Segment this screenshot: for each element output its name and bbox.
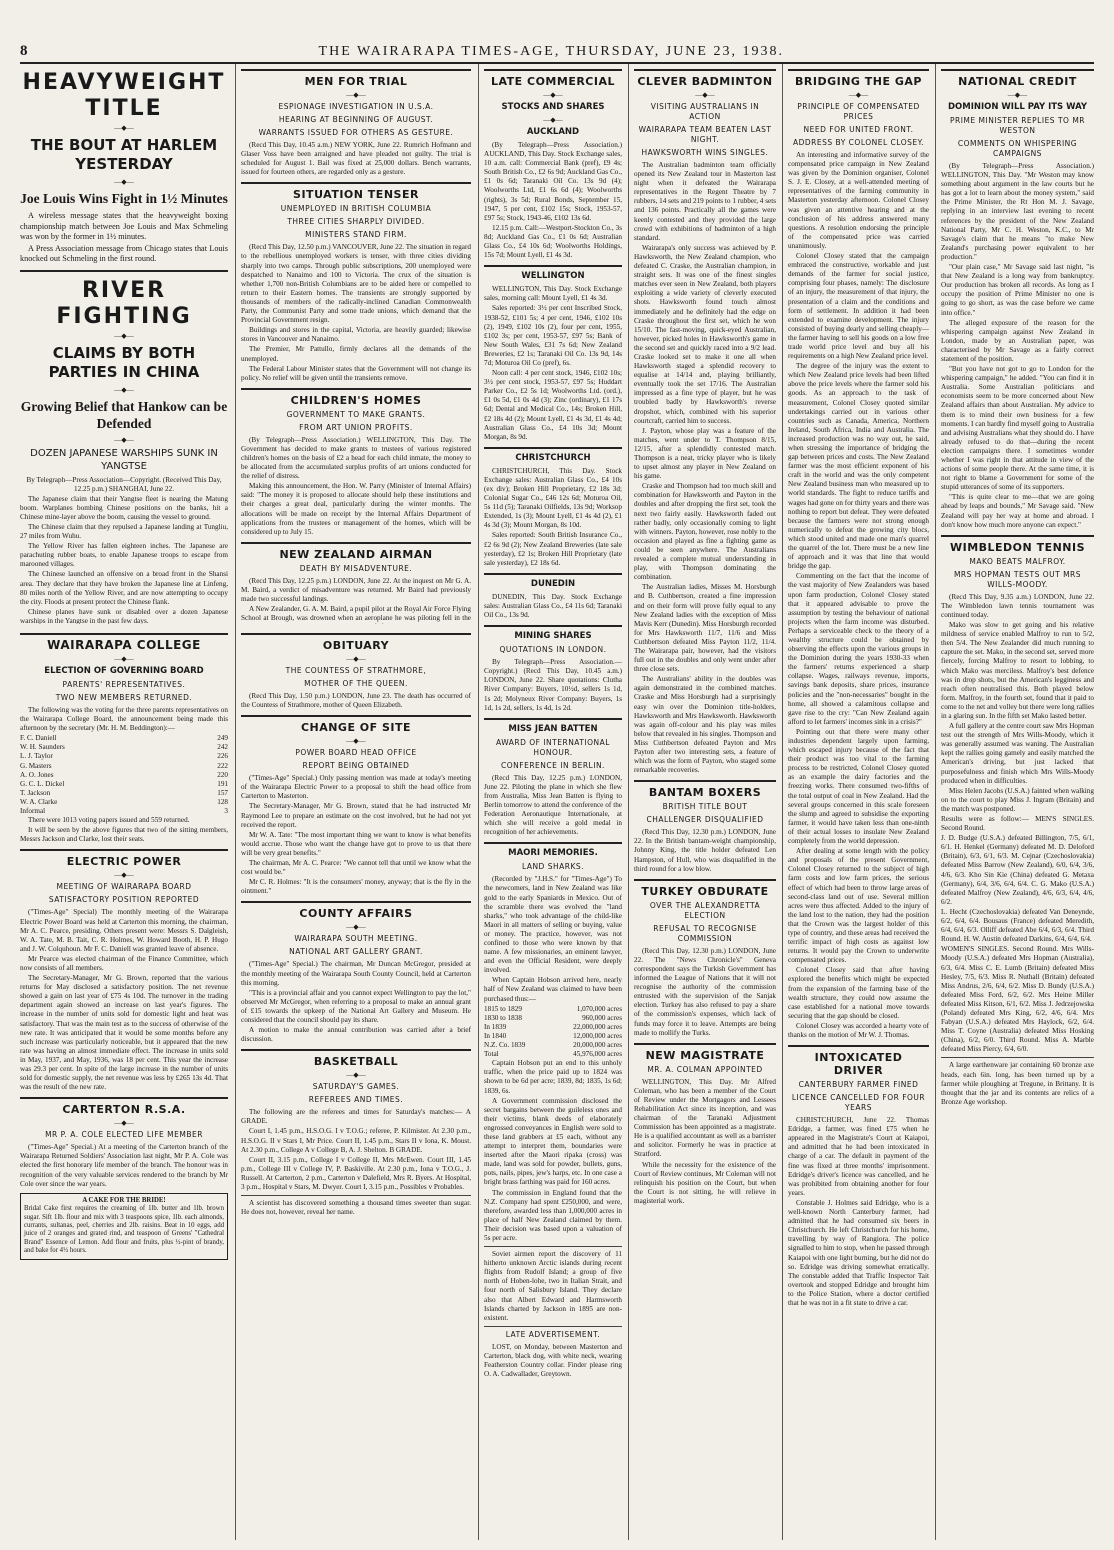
rule-ornament [20, 1119, 228, 1127]
late-ad-para: LOST, on Monday, between Masterton and Carterton, black dog, with white neck, wearing Featherston Country collar. Finder please ring O. A. Cadwallader, Greytown. [484, 1342, 622, 1379]
column-3 [484, 64, 622, 1540]
badminton-para: The Australian badminton team officially opened its New Zealand tour in Masterton last night when it defeated the Wairarapa representatives in the Regent Theatre by 7 rubbers, 14 sets and 219 points to 1 rubber, 4 sets and 136 points. Practically all the games were keenly contested and they provided the large crowd with exhibitions of badminton of a high standard. [634, 161, 776, 242]
rule-ornament [20, 871, 228, 879]
credit-deck: PRIME MINISTER REPLIES TO MR WESTON [949, 116, 1086, 135]
airman-subhead: DEATH BY MISADVENTURE. [299, 563, 413, 573]
maori-para: Captain Hobson put an end to this unholy traffic, when the price paid up to 1824 was shown to be 6d per acre; 1839, 8d; 1835, 1s 6d; 1839, 6s. [484, 1059, 622, 1095]
river-subhead: CLAIMS BY BOTH PARTIES IN CHINA [48, 343, 200, 381]
heavyweight-subhead: THE BOUT AT HARLEM YESTERDAY [30, 136, 218, 173]
divider [788, 1045, 929, 1047]
tennis-results: WOMEN'S SINGLES. Second Round. Mrs Wills-Moody (U.S.A.) defeated Mrs Hopman (Australia), 6/3, 6/4. Miss C. E. Lumb (Britain) defeated Miss Hesley, 7/5, 6/3. Miss R. Nuthall (Britain) defeated Miss Andrus, 2/6, 6/4, 6/2. Miss D. Bundy (U.S.A.) defeated Miss Ford, 6/2, 6/2. Mrs Heine Miller defeated Miss Kitson, 6/1, 6/2. Miss J. Jedrzejowska (Poland) defeated Mrs King, 6/2, 4/6, 6/4. Mrs Fabyan (U.S.A.) defeated Mrs Haylock, 6/2, 6/4. Miss T. Coyne (Australia) defeated Miss Hosking (China), 6/2, 6/0. Third Round. Miss A. Marble defeated Miss Piercy, 6/4, 6/0. [941, 945, 1094, 1054]
county-deck: NATIONAL ART GALLERY GRANT. [289, 947, 423, 957]
homes-subhead: GOVERNMENT TO MAKE GRANTS. [286, 409, 426, 419]
divider [484, 1326, 622, 1327]
commercial-subhead: STOCKS AND SHARES [501, 102, 605, 112]
christchurch-headline: CHRISTCHURCH [515, 452, 591, 463]
batten-deck: CONFERENCE IN BERLIN. [501, 760, 605, 770]
rule-ornament [20, 386, 228, 394]
tennis-results: L. Hecht (Czechoslovakia) defeated Van Deneynde, 6/2, 6/4, 6/4. Bousaus (France) defeated Meredith, 6/4, 6/4, 6/3. Olliff defeated Abe 6/4, 6/3, 6/4. Third Round. H. W. Austin defeated Darkins, 6/4, 6/4, 6/4. [941, 907, 1094, 944]
divider [20, 633, 228, 635]
divider [941, 69, 1094, 71]
badminton-subhead: VISITING AUSTRALIANS IN ACTION [650, 102, 760, 121]
gap-deck-2: ADDRESS BY COLONEL CLOSEY. [792, 138, 925, 147]
tenser-subhead: UNEMPLOYED IN BRITISH COLUMBIA [280, 204, 432, 214]
homes-deck: FROM ART UNION PROFITS. [299, 422, 413, 432]
electric-para: ("Times-Age" Special) The monthly meeting of the Wairarapa Electric Power Board was held at Carterton this morning, the chairman, Mr A. C. Pearce, presiding. Others present were: Messrs S. Dalgleish, W. A. Tate, M. B. Tait, C. R. Holmes, W. Howard Booth, H. P. Hugo and J. W. Colquhoun. Mr F. C. Daniell was granted leave of absence. [20, 908, 228, 953]
college-para: The following was the voting for the three parents representatives on the Wairarapa College Board, the announcement being made this afternoon by the secretary (Mr. H. M. Beddington):— [20, 706, 228, 733]
credit-deck-2: COMMENTS ON WHISPERING CAMPAIGNS [957, 139, 1078, 158]
river-para: The Chinese claim that they repulsed a Japanese landing at Tungliu, 27 miles from Wuhu. [20, 522, 228, 541]
divider [241, 182, 471, 184]
rule-ornament [634, 91, 776, 99]
river-headline: RIVER FIGHTING [56, 277, 192, 329]
turkey-deck: REFUSAL TO RECOGNISE COMMISSION [653, 923, 757, 943]
rule-ornament [20, 436, 228, 444]
column-rule [935, 64, 936, 1540]
jar-para: A large earthenware jar containing 60 bronze axe heads, each 6in. long, has been turned up by a farmer while ploughing at Tregune, in Brittany. It is thought that the jar and its contents are relics of a Bronze Age workshop. [941, 1061, 1094, 1106]
river-deck: Growing Belief that Hankow can be Defended [20, 398, 228, 431]
acres-row: 1830 to 1838 960,000 acres [484, 1013, 622, 1022]
batten-subhead: AWARD OF INTERNATIONAL HONOUR. [496, 737, 610, 757]
college-para: It will be seen by the above figures that two of the sitting members, Messrs Jackson and Clarke, lost their seats. [20, 826, 228, 844]
gap-para: Commenting on the fact that the income of the vast majority of New Zealanders was based upon farm production, Colonel Closey stated that it appeared advisable to prove the assumption by testing the behaviour of national projects when the farm income was disturbed. Perhaps a serviceable check to the theory of a wealthy structure could be obtained by observing the effects upon the various groups in the Dominion during the years 1930-33 when the farmers' returns experienced a sharp collapse. Wages, railways revenue, imports, savings bank deposits, share prices, insurance policies and the "non-necessaries" bought in the home, all showed a calamitous collapse and gave rise to the cry: "Can New Zealand again afford to let farmers' incomes sink in a crisis?" [788, 572, 929, 726]
tennis-subhead: MAKO BEATS MALFROY. [969, 556, 1066, 566]
divider [241, 388, 471, 390]
river-para: The Yellow River has fallen eighteen inches. The Japanese are parachuting rubber boats, to enable Japanese troops to escape from marooned villages. [20, 542, 228, 569]
bantam-deck: CHALLENGER DISQUALIFIED [646, 815, 764, 825]
gap-para: After dealing at some length with the policy and proposals of the present Government, Colonel Closey returned to the subject of high farm costs and low farm prices, the serious effect of which had been to throw large areas of second-class land out of use. Several million acres were thus affected. Added to the injury of the land lost to the nation, they had the position that the Crown was the largest holder of this type of country, and these areas had received the terrific impact of high costs as against low returns. It would pay the Crown to underwrite compensated prices. [788, 847, 929, 965]
auckland-para: (By Telegraph—Press Association.) AUCKLAND, This Day. Stock Exchange sales, 10 a.m. call: Commercial Bank (pref), £9 4s; South British Co., £2 6s 9d; Auckland Gas Co., £1 0s 6d; Taranaki Oil Co. 13s 9d (4); Woolworths Ltd, £1 6s 6d (4); Woolworths (rights), 3s 5d; Rural Bonds, September 15, 1947, 5 per cent, £102 15s; Stock, 1953-57, £97 5s; Stock, 1943-46, £102 13s 6d. [484, 141, 622, 222]
badminton-deck-2: HAWKSWORTH WINS SINGLES. [641, 148, 769, 157]
rule-ornament [788, 91, 929, 99]
maori-para: The commission in England found that the N.Z. Company had spent £250,000, and were, therefore, awarded less than 1,000,000 acres in place of half New Zealand claimed by them. Their decision was based upon a valuation of 5s per acre. [484, 1188, 622, 1242]
tennis-para: Mako was slow to get going and his relative mildness of service enabled Malfroy to run to 5/2, then 5/4. The New Zealander did much running to capture the set. Mako, in the second set, served more fiercely, forcing Malfroy to resort to lobbing, to which Mako was merciless. Malfroy's best defence was in drop shots, but the American's legginess and reach often neutralised this. Both played below form. Malfroy, in the fourth set, found that it paid to come to the net and volley but there were long rallies in a glaring sun. In the fifth set Mako lasted better. [941, 621, 1094, 720]
credit-para: "This is quite clear to me—that we are going ahead by leaps and bounds," Mr Savage said. "New Zealand will pay her way at home and abroad. I don't know how much more anyone can expect." [941, 493, 1094, 529]
column-rule [628, 64, 629, 1540]
divider [484, 447, 622, 449]
column-2-lower [241, 628, 471, 1540]
electric-subhead: MEETING OF WAIRARAPA BOARD [56, 882, 192, 892]
rsa-subhead: MR P. A. COLE ELECTED LIFE MEMBER [45, 1130, 203, 1140]
vote-row: L. J. Taylor 226 [20, 752, 228, 761]
rule-ornament [484, 91, 622, 99]
driver-para: Constable J. Holmes said Edridge, who is a well-known North Canterbury farmer, had admitted that he had consumed six beers in Christchurch. He left Christchurch for his home, travelling by way of Rangiora. The police signalled to him to stop, when he passed through Kaiapoi with one light burning, but he did not do so. Edridge was driving somewhat erratically. The constable added that Traffic Inspector Tait overtook and stopped Edridge and brought him to the Police Station, where a doctor certified that he was not in a fit state to drive a car. [788, 1198, 929, 1307]
column-1 [20, 628, 228, 1540]
magistrate-subhead: MR. A. COLMAN APPOINTED [647, 1064, 763, 1074]
column-2-upper [241, 64, 471, 624]
tennis-para: Miss Helen Jacobs (U.S.A.) fainted when walking on to the court to play Miss J. Ingram (Britain) and the match was postponed. [941, 786, 1094, 813]
column-4 [634, 64, 776, 1540]
vote-table [20, 734, 228, 816]
maori-para: When Captain Hobson arrived here, nearly half of New Zealand was claimed to have been purchased thus:— [484, 976, 622, 1003]
electric-headline: ELECTRIC POWER [66, 855, 182, 869]
divider [484, 842, 622, 844]
acres-row: In 1840 12,000,000 acres [484, 1031, 622, 1040]
rule-ornament [941, 91, 1094, 99]
college-subhead: ELECTION OF GOVERNING BOARD [44, 666, 204, 676]
column-rule [478, 64, 479, 1540]
divider [241, 1049, 471, 1051]
divider [241, 542, 471, 544]
divider [241, 633, 471, 635]
batten-para: (Recd This Day, 12.25 p.m.) LONDON, June 22. Piloting the plane in which she flew from Australia, Miss Jean Batten is flying to Berlin tomorrow to attend the conference of the Federation Aeronautique Internationale, at which she will receive a gold medal in recognition of her achievements. [484, 773, 622, 837]
badminton-deck: WAIRARAPA TEAM BEATEN LAST NIGHT. [638, 125, 772, 144]
masthead [20, 38, 1094, 64]
rule-ornament [241, 737, 471, 745]
credit-para: "But you have not got to go to London for the whispering campaign," he added. "You can find it in Australia. Some Australian politicians and economists seem to be more concerned about New Zealand affairs than about Australian. My advice to them is to mind their own business for a few moments. I can hardly find myself going to Australia and advising Australians what they should do. I have already refused to do that—during the recent election campaigns there. I sometimes wonder whether I was right in that attitude in view of the actions of some people there. At the same time, it is not right to blame a Government for some of the stupid utterances of some of its supporters. [941, 365, 1094, 492]
driver-deck: LICENCE CANCELLED FOR FOUR YEARS [791, 1093, 926, 1113]
heavyweight-para: A Press Association message from Chicago states that Louis knocked out Schmeling in the first round. [20, 243, 228, 263]
acres-row: In 1839 22,000,000 acres [484, 1022, 622, 1031]
column-5 [788, 64, 929, 1540]
tenser-para: The Premier, Mr Pattullo, firmly declares all the demands of the unemployed. [241, 345, 471, 363]
turkey-para: (Recd This Day, 12.30 p.m.) LONDON, June 22. The "News Chronicle's" Geneva correspondent says the Turkish Government has informed the League of Nations that it will not recognise the authority of the commission entrusted with the supervision of the Sanjak election. Turkey has also refused to pay a share of the commission's expenses, which lack of funds may force it to leave. Attempts are being made to mollify the Turks. [634, 946, 776, 1037]
column-6 [941, 64, 1094, 1540]
column-rule [782, 64, 783, 1540]
auckland-para: 12.15 p.m. Call:—Westport-Stockton Co., 3s 8d; Auckland Gas Co., £1 0s 6d; Australian Glass Co., £4 10s 6d; Woolworths Holdings, 15s 7d; Mount Lyell, £1 4s 3d. [484, 223, 622, 260]
rule-ornament [20, 124, 228, 132]
rule-ornament [241, 655, 471, 663]
trial-deck-2: WARRANTS ISSUED FOR OTHERS AS GESTURE. [258, 128, 454, 137]
river-para: The Chinese launched an offensive on a broad front in the Shansi area. They declare that they have broken the Japanese line at Linfeng, 80 miles north of the Yellow River, and are now attempting to occupy the city. Floods at present protect the Chinese flank. [20, 570, 228, 606]
heavyweight-deck: Joe Louis Wins Fight in 1½ Minutes [20, 191, 228, 206]
wellington-headline: WELLINGTON [521, 271, 585, 282]
divider [484, 265, 622, 267]
cake-text: Bridal Cake first requires the creaming of 1lb. butter and 1lb. brown sugar. Sift 1lb. flour and mix with 3 teaspoons spice, 1lb. each almonds, currants, sultanas, peel, cherries and 2lb. raisins. Beat in 10 eggs, add juice of 2 oranges and grated rind, and teaspoon of Greens' "Cathedral Brand" Essence of Lemon. Add flour and fruits, plus ½-pint of brandy, and bake for 4½ hours. [24, 1205, 224, 1255]
tenser-deck: THREE CITIES SHARPLY DIVIDED. [287, 217, 425, 227]
obituary-headline: OBITUARY [322, 639, 390, 652]
divider [634, 879, 776, 881]
turkey-subhead: OVER THE ALEXANDRETTA ELECTION [649, 900, 761, 920]
maori-para: (Recorded by "J.H.S." for "Times-Age") To the newcomers, land in New Zealand was like gold to the early Spaniards in Mexico. Out of the scramble there was evolved the "land sharks," who took advantage of the child-like Maori in all matters of selling or buying, value or money. The practice, however, was not confined to those who were known by that name. A few missionaries, an eminent lawyer, and even the Official Resident, were deeply involved. [484, 875, 622, 975]
basketball-subhead: SATURDAY'S GAMES. [312, 1082, 400, 1092]
dunedin-para: DUNEDIN, This Day. Stock Exchange sales: Australian Glass Co., £4 11s 6d; Taranaki Oil Co., 13s 9d. [484, 592, 622, 620]
credit-para: The alleged exposure of the reason for the whispering campaign against New Zealand in London, made by an Australian paper, was characterised by Mr Savage as a fairly correct statement of the position. [941, 318, 1094, 363]
badminton-headline: CLEVER BADMINTON [637, 75, 773, 88]
divider [788, 69, 929, 71]
site-para: Mr W. A. Tate: "The most important thing we want to know is what benefits would accrue. Those who want the change have got to prove to us that there will be very great benefits." [241, 830, 471, 857]
badminton-para: Craske and Thompson had too much skill and combination for Hawksworth and Payton in the doubles and after dropping the first set, took the next two fairly easily. Hawksworth faded out rather badly, only occasionally coming to light with winners. Payton, however, rose nobly to the occasion and played as fine a fighting game as could be seen anywhere. The Australians revealed a complete mutual understanding in play, with Thompson dominating the combination. [634, 482, 776, 582]
christchurch-para: Sales reported: South British Insurance Co., £2 6s 9d (2); New Zealand Breweries (late sale yesterday), £2 1s; Broken Hill Proprietary (late sale yesterday), £2 18s 6d. [484, 531, 622, 567]
credit-headline: NATIONAL CREDIT [958, 75, 1077, 88]
wellington-para: WELLINGTON, This Day. Stock Exchange sales, morning call: Mount Lyell, £1 4s 3d. [484, 285, 622, 303]
masthead-title: THE WAIRARAPA TIMES-AGE, THURSDAY, JUNE 23, 1938. [318, 44, 784, 59]
cake-headline: A CAKE FOR THE BRIDE! [82, 1196, 166, 1204]
site-para: ("Times-Age" Special.) Only passing mention was made at today's meeting of the Wairarapa Electric Power to a proposal to shift the head office from Carterton to Masterton. [241, 774, 471, 801]
basketball-para: Court II, 3.15 p.m., College I v College II, Mrs McEwen. Court III, 1.45 p.m., College III v College IV, P. Baskiville. At 2.30 p.m., Iona v T.O.G., J. Russell. At Carterton, 2 p.m., Carterton v Dalefield, Mrs R. Byers. At Hospital, 3 p.m., Hospital v Stars, M. Dwyer. Court I, 3.15 p.m., Possibles v Probables. [241, 1155, 471, 1191]
divider [941, 535, 1094, 537]
divider [20, 1097, 228, 1099]
tennis-results: Results were as follow:— MEN'S SINGLES. Second Round. [941, 815, 1094, 833]
airman-para: A New Zealander, G. A. M. Baird, a pupil pilot at the Royal Air Force Flying School at Brough, was drowned when an aeroplane he was piloting fell in the [241, 605, 471, 623]
badminton-para: The Australian ladies, Misses M. Horsburgh and B. Cuthbertson, created a fine impression and on their form will prove fully equal to any New Zealand ladies with the exception of Miss Mavis Kerr (Dunedin). Miss Horsburgh recorded for Mrs Hawksworth 11/7, 11/6 and Miss Cuthbertson defeated Miss Payton 11/2, 11/4. The Wairarapa pair, however, had the visitors full out in the doubles and only went under after three close sets. [634, 583, 776, 674]
late-ad-headline: LATE ADVERTISEMENT. [505, 1329, 601, 1339]
credit-para: (By Telegraph—Press Association.) WELLINGTON, This Day. "Mr Weston may know something about argument in the law courts but he has got a lot to learn about the money system," said the Prime Minister, the Rt Hon M. J. Savage, replying in an interview last evening to recent references by the president of the New Zealand National Party, Mr C. H. Weston, K.C., to Mr Savage's claim that he means "to make New Zealand's purchasing power equivalent to her production." [941, 162, 1094, 261]
page-number: 8 [20, 43, 29, 59]
site-para: The Secretary-Manager, Mr G. Brown, stated that he had instructed Mr Raymond Lee to prepare an estimate on the cost involved, but he had not yet received the report. [241, 802, 471, 829]
auckland-headline: AUCKLAND [526, 127, 580, 137]
acres-table [484, 1005, 622, 1060]
vote-row: W. A. Clarke 128 [20, 797, 228, 806]
college-para: There were 1013 voting papers issued and 559 returned. [28, 816, 190, 825]
batten-headline: MISS JEAN BATTEN [508, 723, 598, 734]
mining-headline: MINING SHARES [514, 631, 592, 642]
rule-ornament [20, 332, 228, 340]
magistrate-headline: NEW MAGISTRATE [645, 1048, 765, 1062]
site-subhead: POWER BOARD HEAD OFFICE [295, 748, 417, 758]
basketball-headline: BASKETBALL [313, 1055, 399, 1069]
trial-para: (Recd This Day, 10.45 a.m.) NEW YORK, June 22. Rumrich Hofmann and Glaser Voss have been arraigned and have pleaded not guilty. The trial is scheduled for August 1. Bail was fixed at 25,000 dollars. Bench warrants, issued for fourteen others, are regarded only as a gesture. [241, 141, 471, 177]
obituary-deck: MOTHER OF THE QUEEN. [304, 679, 408, 688]
divider [634, 780, 776, 782]
bantam-para: (Recd This Day, 12.30 p.m.) LONDON, June 22. In the British bantam-weight championship, Johnny King, the title holder defeated Len Hampston, of Hull, who was disqualified in the third round for a low blow. [634, 828, 776, 873]
acres-row: 1815 to 1829 1,070,000 acres [484, 1004, 622, 1013]
credit-subhead: DOMINION WILL PAY ITS WAY [947, 102, 1088, 112]
divider [241, 901, 471, 903]
dunedin-headline: DUNEDIN [530, 578, 576, 589]
rsa-para: ("Times-Age" Special.) At a meeting of the Carterton branch of the Wairarapa Returned Soldiers' Association last night, Mr P. A. Cole was elected the first honorary life member of the branch. The honour was in recognition of the very valuable services rendered to the branch by Mr Cole over since the war years. [20, 1143, 228, 1188]
rule-ornament [484, 116, 622, 124]
rsa-headline: CARTERTON R.S.A. [62, 1103, 186, 1117]
acres-row: Total 45,976,000 acres [484, 1050, 622, 1059]
gap-para: An interesting and informative survey of the compensated price campaign in New Zealand was given by the Dominion organiser, Colonel S. J. E. Closey, at a well-attended meeting of representatives of the farming community in Masterton yesterday afternoon. Colonel Closey was given an attentive hearing and at the conclusion of his address answered many questions. A resolution endorsing the principle of the compensated price was carried unanimously. [788, 151, 929, 250]
soviet-para: Soviet airmen report the discovery of 11 hitherto unknown Arctic islands during recent flights from Rudolf Island; a group of five north of Hoben-lohe, two in Italian Strait, and four north of Salisbury Island. They declare also that Albert Edward and Harmsworth Islands charted by Jackson in 1895 are non-existent. [484, 1250, 622, 1322]
badminton-para: J. Payton, whose play was a feature of the matches, went under to T. Thompson 8/15, 12/15, after a splendidly contested match. Thompson is a neat, tricky player who is likely to upset almost any player in New Zealand on his game. [634, 426, 776, 481]
electric-para: Mr Pearce was elected chairman of the Finance Committee, which now consists of all members. [20, 954, 228, 972]
homes-para: Making this announcement, the Hon. W. Parry (Minister of Internal Affairs) said: "The money it is proposed to allocate should help these institutions and their charges a great deal, particularly during the winter months. The allocations will be made on receipt by the Internal Affairs Department of applications from the trustees or management of the homes, which will be considered up to July 15. [241, 482, 471, 536]
electric-deck: SATISFACTORY POSITION REPORTED [48, 895, 200, 905]
county-para: A motion to make the annual contribution was carried after a brief discussion. [241, 1026, 471, 1044]
tenser-deck-2: MINISTERS STAND FIRM. [305, 230, 407, 240]
college-headline: WAIRARAPA COLLEGE [47, 638, 201, 652]
river-para: The Japanese claim that their Yangtse fleet is nearing the Matung boom. Warplanes bombing Chinese positions on the banks, hit a Chinese mine-layer above the boom, causing the vessel to ground. [20, 494, 228, 521]
trial-subhead: ESPIONAGE INVESTIGATION IN U.S.A. [278, 102, 434, 111]
rule-ornament [20, 655, 228, 663]
wellington-para: Noon call: 4 per cent stock, 1946, £102 10s; 3½ per cent stock, 1953-57, £97 5s; Huddart Parker Co., £2 5s 1d; Woolworths Ltd. (ord.), £1 0s 5d, £1 0s 4d (3); Zinc (ordinary), £1 17s 6d; Dental and Medical Co., 14s; Broken Hill, £2 18s 4d (2); Mount Lyell, £1 4s 3d, £1 4s 4d; Australian Glass Co., £4 10s 3d; Mount Morgan, 8s 9d. [484, 369, 622, 441]
divider [484, 1246, 622, 1247]
divider [484, 625, 622, 627]
site-para: The chairman, Mr A. C. Pearce: "We cannot tell that until we know what the cost would be." [241, 859, 471, 877]
college-deck-2: TWO NEW MEMBERS RETURNED. [55, 693, 193, 702]
tennis-headline: WIMBLEDON TENNIS [949, 540, 1086, 554]
divider [484, 573, 622, 575]
basketball-para: The following are the referees and times for Saturday's matches:— A GRADE. [241, 1108, 471, 1126]
divider [484, 718, 622, 720]
acres-row: N.Z. Co. 1839 20,000,000 acres [484, 1041, 622, 1050]
maori-headline: MAORI MEMORIES. [508, 848, 598, 859]
bantam-subhead: BRITISH TITLE BOUT [662, 802, 748, 812]
site-deck: REPORT BEING OBTAINED [302, 761, 410, 771]
heavyweight-para: A wireless message states that the heavyweight boxing championship match between Joe Louis and Max Schmeling was won by the former in 1½ minutes. [20, 211, 228, 241]
gap-subhead: PRINCIPLE OF COMPENSATED PRICES [797, 102, 920, 121]
commercial-headline: LATE COMMERCIAL [490, 75, 615, 88]
tenser-para: The Federal Labour Minister states that the Government will not change its policy. No relief will be given until the transients remove. [241, 364, 471, 382]
vote-row: W. H. Saunders 242 [20, 743, 228, 752]
turkey-headline: TURKEY OBDURATE [641, 884, 769, 898]
divider [241, 1195, 471, 1196]
mining-para: By Telegraph—Press Association.—Copyright.) (Recd This Day, 10.45 a.m.) LONDON, June 22. Share quotations: Clutha River Company: Buyers, 10½d, sellers 1s 1d, 1s 2d; Molyneux River Company: Buyers, 1s 1d, 1s 2d, sellers, 1s 4d, 1s 2d. [484, 658, 622, 712]
homes-para: (By Telegraph—Press Association.) WELLINGTON, This Day. The Government has decided to make grants to trustees of various registered children's homes on the basis of £2 a head for each child inmate, the money to be allocated from the accumulated surplus profits of art unions conducted for the relief of distress. [241, 435, 471, 481]
trial-deck: HEARING AT BEGINNING OF AUGUST. [278, 115, 434, 124]
rule-ornament [20, 178, 228, 186]
tennis-results: J. D. Budge (U.S.A.) defeated Billington, 7/5, 6/1, 6/1. H. Henkel (Germany) defeated M. D. Deloford (Britain), 6/3, 6/1, 6/3. M. Cejnar (Czechoslovakia) defeated Miss Barrow (New Zealand), 6/0, 6/4, 3/6, 4/6, 6/3. Kho Sin Kie (China) defeated G. Metaxa (Germany), 6/4, 3/6, 6/4, 6/4. C. G. Mako (U.S.A.) defeated Malfroy (New Zealand), 4/6, 6/3, 6/4, 4/6, 6/2. [941, 834, 1094, 906]
river-para: Chinese planes have sunk or disabled over a dozen Japanese warships in the Yangtse in the past few days. [20, 607, 228, 624]
divider [20, 849, 228, 851]
airman-para: (Recd This Day, 12.25 p.m.) LONDON, June 22. At the inquest on Mr G. A. M. Baird, a verdict of misadventure was returned. Mr Baird had previously made two successful landings. [241, 576, 471, 603]
rule-ornament [241, 923, 471, 931]
divider [941, 1057, 1094, 1058]
tenser-headline: SITUATION TENSER [293, 188, 419, 202]
trial-headline: MEN FOR TRIAL [304, 75, 408, 88]
badminton-para: Wairarapa's only success was achieved by P. Hawksworth, the New Zealand champion, who defeated C. Craske, the Australian champion, in straight sets. It was one of the finest singles matches ever seen in New Zealand, both players exploiting a wide variety of cleverly executed shots. Hawksworth found touch almost immediately and he definitely had the edge on Craske throughout the first set, which he won 15/10. The fast-moving, quick-eyed Australian, however, picked holes in Hawksworth's game in the second set and quickly raced into a 9/2 lead. Craske looked set to make it one all when Hawksworth staged a splendid recovery to equalise at 14/14 and, playing brilliantly, eventually took the set 17/16. The Australian impressed as a fine type of player, but he was troubled badly by Hawksworth's reverse dropshot, which, combined with his superior courtcraft, carried him to success. [634, 243, 776, 425]
scientist-para: A scientist has discovered something a thousand times sweeter than sugar. He does not, however, reveal her name. [241, 1199, 471, 1217]
divider [241, 69, 471, 71]
obituary-para: (Recd This Day, 1.50 p.m.) LONDON, June 23. The death has occurred of the Countess of Strathmore, mother of Queen Elizabeth. [241, 692, 471, 710]
gap-para: Colonel Closey stated that the campaign embraced the constructive, workable and just demands of the farmer for social justice, comprising four phases, namely: The disclosure of an injury, the measurement of that injury, the presentation of a claim and the conditions and form of settlement. In addition it had been extended to examine development. The injury consisted of buying dearly and selling cheaply—the farmer having to sell his goods on a low free trade world price level and buy all his requirements on a high New Zealand price level. [788, 252, 929, 361]
vote-row: F. C. Daniell 249 [20, 734, 228, 743]
divider [484, 69, 622, 71]
badminton-para: The Australians' ability in the doubles was again demonstrated in the combined matches. Craske and Miss Horsburgh had a surprisingly easy win over the Dominion title-holders, Hawksworth and Mrs Hawksworth. Hawksworth was again off-colour and his play was miles below that revealed in his singles. Thompson and Miss Cuthbertson defeated Payton and Mrs Payton after two interesting sets, a feature of which was the form of Payton, who staged some remarkable recoveries. [634, 675, 776, 775]
lead-stories [20, 64, 228, 624]
gap-para: Pointing out that there were many other industries dependent largely upon farming, which escaped injury because of the fact that their product was too vital to the farming process to be restricted, Colonel Closey quoted as an example the dairy factories and the freezing works. There consumed two-fifths of the total output of coal in New Zealand. Had the several groups concerned in this scale foreseen the slump and agreed to subsidise the exporting farmer, it would have taken less than one-ninth of their actual losses to insulate New Zealand completely from the world depression. [788, 727, 929, 846]
rule-ornament [241, 1071, 471, 1079]
magistrate-para: While the necessity for the existence of the Court of Review continues, Mr Coleman will not relinquish his position on the Court, but when the Court is not sitting, he will relieve in magisterial work. [634, 1160, 776, 1205]
obituary-subhead: THE COUNTESS OF STRATHMORE, [285, 666, 427, 675]
vote-row: A. O. Jones 220 [20, 770, 228, 779]
vote-row: G. C. L. Dickel 191 [20, 779, 228, 788]
maori-para: A Government commission disclosed the secret bargains between the guileless ones and their victims, blank deeds of elaborately engrossed conveyances in English were sold to these land grabbers at £5 each, without any attempt to interpret them, boundaries were inserted after the Maori ripaka (cross) was made, land was sold for powder, bullets, guns, pots, nails, pipes, jew's harps, etc. In one case a bright brass farthing was paid for 160 acres. [484, 1096, 622, 1187]
basketball-para: Court I, 1.45 p.m., H.S.O.G. I v T.O.G.; referee, P. Kilmister. At 2.30 p.m., H.S.O.G. II v Stars I, Mr Price. Court II, 1.45 p.m., Stars II v Iona, K. Moust. At 2.30 p.m., College A v College B, A. J. Shelton. B GRADE. [241, 1127, 471, 1154]
bantam-headline: BANTAM BOXERS [648, 786, 762, 800]
homes-headline: CHILDREN'S HOMES [290, 393, 422, 407]
tenser-para: (Recd This Day, 12.50 p.m.) VANCOUVER, June 22. The situation in regard to the rebellious unemployed workers is tenser, with three cities dividing sharply into two camps. Through public subscriptions, 200 unemployed were despatched to Nanaimo and 100 to Victoria. The crux of the situation is whether 1,700 non-British Columbians are to be aided here or compelled to return to their Eastern homes. The transients are strongly supported by thousands of members of the radically-inclined Canadian Commonwealth Party, the Communist Party and some trade unions, which demand that the Provincial Government resign. [241, 243, 471, 325]
driver-headline: INTOXICATED DRIVER [814, 1051, 903, 1078]
divider [20, 270, 228, 272]
airman-headline: NEW ZEALAND AIRMAN [279, 547, 433, 561]
site-headline: CHANGE OF SITE [300, 721, 412, 735]
christchurch-para: CHRISTCHURCH, This Day. Stock Exchange sales: Australian Glass Co., £4 10s (ex div); Broken Hill Proprietary, £2 18s 3d; Colonial Sugar Co., £46 12s 6d; Moturoa Oil, 5s 11d (5); Taranaki Oilfields, 13s 9d; Worksop Extended, 1s (3); Mount Lyell, £1 4s 4d (2), £1 4s 3d (3); Mount Morgan, 8s 10d. [484, 466, 622, 530]
tennis-para: A full gallery at the centre court saw Mrs Hopman test out the strength of Mrs Wills-Moody, which it was generally assumed was waning. The Australian kept the rallies going gamely and easily matched the American's driving, but just lacked that purposefulness and finish which Mrs Wills-Moody produced when in difficulties. [941, 722, 1094, 785]
county-headline: COUNTY AFFAIRS [299, 907, 413, 921]
driver-subhead: CANTERBURY FARMER FINED [798, 1080, 919, 1090]
gap-para: The degree of the injury was the extent to which New Zealand price levels had been lifted above the price levels where the farmer sold his goods. As an approach to the task of measurement, Colonel Closey quoted similar undertakings carried out in various other countries such as Canada, America, Northern Ireland, South Africa, India and Australia. The increased production was no way out, he said, when stressing the importance of bridging the gap between prices and costs. The New Zealand farmer was the most efficient exponent of his craft in the world and was the only competent New Zealand business man who measured up to world standards. The fight to reduce tariffs and wages had gone on for thirty years and there was nothing to report but defeat. They were defeated because the farmers were not strong enough numerically to defeat the growing city blocs, which stood united and made one man's quarrel the quarrel of the lot. There must be a new line of approach and it was that line that would bridge the gap. [788, 362, 929, 571]
divider [634, 1043, 776, 1045]
vote-row: Informal 3 [20, 807, 228, 816]
county-para: ("Times-Age" Special.) The chairman, Mr Duncan McGregor, presided at the monthly meeting of the Wairarapa South County Council, held at Carterton this morning. [241, 960, 471, 987]
river-deck-2: DOZEN JAPANESE WARSHIPS SUNK IN YANGTSE [30, 447, 218, 472]
site-para: Mr C. R. Holmes: "It is the consumers' money, anyway; that is the fly in the ointment." [241, 878, 471, 896]
wellington-para: Sales reported: 3½ per cent Inscribed Stock, 1938-52, £101 5s; 4 per cent, 1946, £102 10s (2), 1949, £102 10s (2), four per cent, 1955, £102 3s; per cent, 1953-57, £97 5s; Bank of New South Wales, £31 7s 6d; New Zealand Breweries, £2 1s; Taranaki Oil Co. 13s 9d, 14s 7d; Moturoa Oil Co (pref), 6s. [484, 304, 622, 367]
gap-deck: NEED FOR UNITED FRONT. [803, 125, 914, 134]
vote-row: T. Jackson 157 [20, 788, 228, 797]
gap-headline: BRIDGING THE GAP [795, 75, 922, 88]
tennis-deck: MRS HOPMAN TESTS OUT MRS WILLS-MOODY. [953, 569, 1082, 589]
basketball-deck: REFEREES AND TIMES. [308, 1095, 404, 1105]
column-rule [235, 64, 236, 1540]
county-para: "This is a provincial affair and you cannot expect Wellington to pay the lot," observed Mr McGregor, when referring to a proposal to make an annual grant of £15 towards the upkeep of the National Art Gallery and Museum. He considered that the council should pay its share. [241, 988, 471, 1024]
vote-row: G. Masters 222 [20, 761, 228, 770]
electric-para: The Secretary-Manager, Mr G. Brown, reported that the various returns for May disclosed a satisfactory position. The net revenue showed a gain on last year of £75 4s 10d. The turnover in the trading department again showed an increase on last year's figures. The increase in the number of units sold for domestic light and heat was satisfactory. That was the main test as to the success of otherwise of the new rate. It was anticipated that it would be some months before any such increase was particularly noticeable, but it appeared that the new rate was having an almost immediate effect. The increase in units sold in May, 1937, and May, 1936, was 18 per cent. This year the increase was 29.3 per cent. In spite of the large increase in the number of units sold for domestic supply, the net revenue was less by £265 13s 4d. That was the result of the new rate. [20, 974, 228, 1092]
rule-ornament [241, 91, 471, 99]
credit-para: "Our plain case," Mr Savage said last night, "is that New Zealand is a long way from bankruptcy. Our production has broken all records. As long as I occupy the position of Prime Minister no one is going to go short, as was the case before we came into office." [941, 263, 1094, 317]
divider [634, 69, 776, 71]
college-deck: PARENTS' REPRESENTATIVES. [62, 680, 186, 689]
tenser-para: Buildings and stores in the capital, Victoria, are heavily guarded; likewise stores in Vancouver and Nanaimo. [241, 326, 471, 344]
cake-advert [20, 1193, 228, 1260]
gap-para: Colonel Closey said that after having explored the benefits which might be expected from the expansion of the farming base of the wealth structure, they could now assume the case established for a national move towards securing that the gap should be closed. [788, 966, 929, 1020]
heavyweight-headline: HEAVYWEIGHT TITLE [22, 70, 226, 121]
mining-subhead: QUOTATIONS IN LONDON. [499, 645, 607, 655]
river-dateline: By Telegraph—Press Association—Copyright. (Received This Day, 12.25 p.m.) SHANGHAI, June 22. [26, 475, 222, 493]
tennis-para: (Recd This Day, 9.35 a.m.) LONDON, June 22. The Wimbledon lawn tennis tournament was continued today. [941, 592, 1094, 619]
county-subhead: WAIRARAPA SOUTH MEETING. [294, 934, 418, 944]
maori-subhead: LAND SHARKS. [521, 862, 585, 872]
gap-para: Colonel Closey was accorded a hearty vote of thanks on the motion of Mr W. J. Thomas. [788, 1021, 929, 1039]
driver-para: CHRISTCHURCH, June 22. Thomas Edridge, a farmer, was fined £75 when he appeared in the Magistrate's Court at Kaiapoi, and admitted that he had been intoxicated in charge of a car. The default in payment of the fine was fixed at three months' imprisonment. Edridge's driver's licence was cancelled, and he was prohibited from obtaining another for four years. [788, 1116, 929, 1197]
magistrate-para: WELLINGTON, This Day. Mr Alfred Coleman, who has been a member of the Court of Review under the Mortgagors and Lessees Rehabilitation Act since its inception, and was chairman of the Taranaki Adjustment Commission has been appointed as a magistrate. He is a qualified accountant as well as a barrister and solicitor. Formerly he was in practice at Stratford. [634, 1077, 776, 1159]
divider [241, 715, 471, 717]
